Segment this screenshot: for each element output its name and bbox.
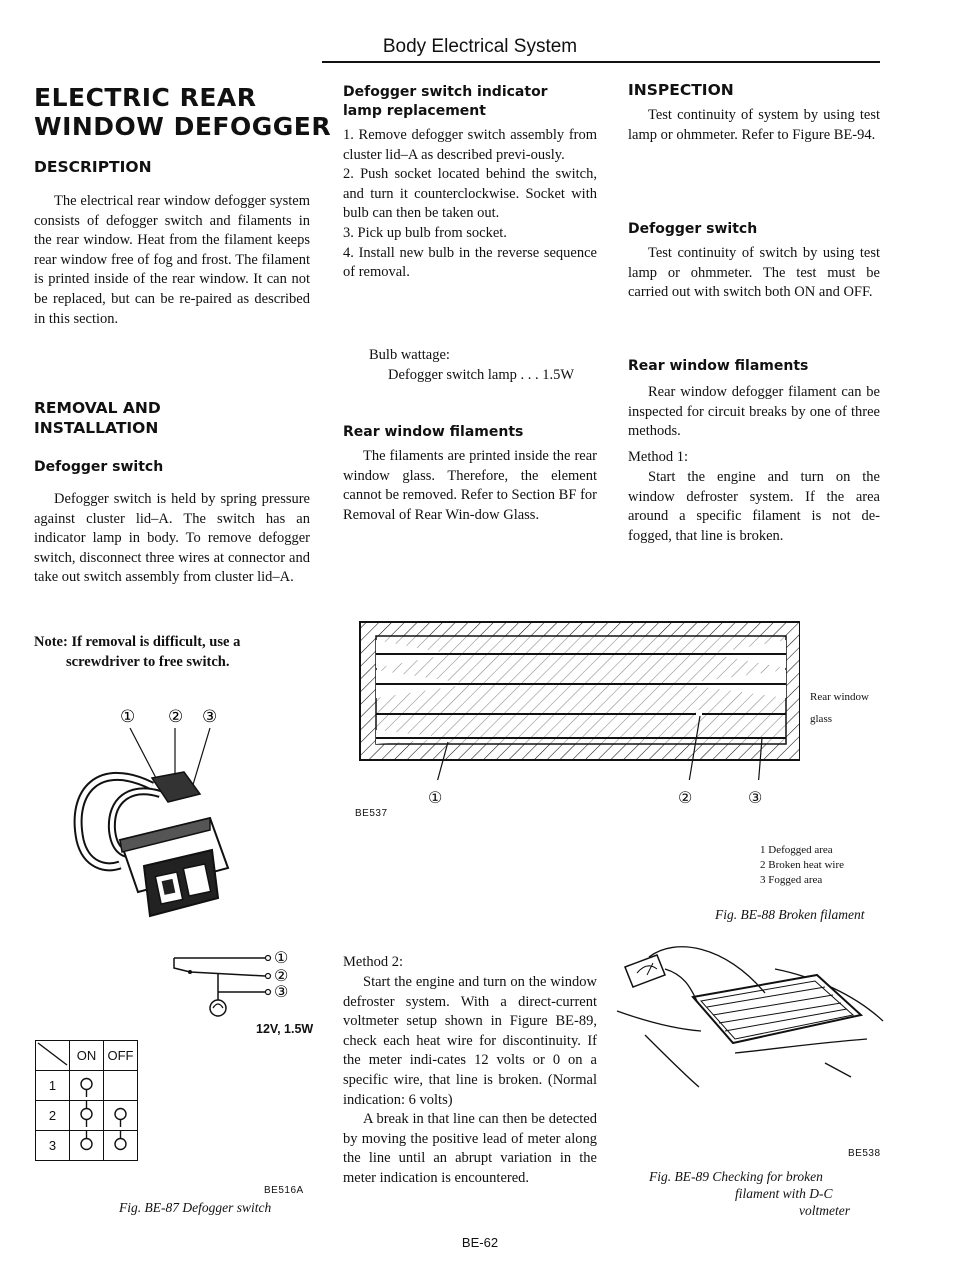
bulb-wattage-row: Defogger switch lamp . . . 1.5W [388, 367, 575, 383]
lamp-rating: 12V, 1.5W [256, 1022, 314, 1036]
callout-3: ③ [202, 707, 218, 727]
switch-test-text: Test continuity of switch by using test lamp or ohmmeter. The test must be carried out with switch both ON and OFF. [628, 245, 880, 301]
page-header-title: Body Electrical System [382, 36, 578, 57]
table-row-3-label: 3 [36, 1131, 70, 1161]
table-corner [36, 1041, 70, 1071]
fig87-code: BE516A [264, 1185, 304, 1196]
lamp-replacement-heading-line1: Defogger switch indicator [343, 84, 548, 100]
removal-heading-line1: REMOVAL AND [34, 399, 161, 417]
step-3: 3. Pick up bulb from socket. [343, 224, 507, 241]
defogger-switch-illustration [60, 690, 310, 920]
filament-test-heading: Rear window filaments [628, 358, 809, 374]
inspection-heading: INSPECTION [628, 81, 734, 99]
lamp-replacement-heading-line2: lamp replacement [343, 103, 486, 119]
removal-note: Note: If removal is difficult, use a screwdriver to free switch. [34, 634, 241, 670]
step-1: 1. Remove defogger switch assembly from cluster lid–A as described previ-ously. [343, 127, 597, 163]
section-title-line2: WINDOW DEFOGGER [34, 112, 332, 141]
description-text: The electrical rear window defogger system consists of defogger switch and filaments in the rear window. Heat from the filament keeps rear window free of fog and frost. The filament is printed inside of the rear window. It can not be replaced, but can be re-paired as described in this section. [34, 193, 310, 327]
bulb-item: Defogger switch lamp [388, 367, 517, 383]
fig87-caption: Fig. BE-87 Defogger switch [119, 1200, 272, 1215]
fig88-callout-2: ② [678, 790, 693, 807]
continuity-symbol [104, 1131, 137, 1157]
callout-2: ② [168, 707, 184, 727]
table-cell-2-on [70, 1101, 104, 1131]
voltmeter-check-illustration [615, 945, 895, 1095]
table-header-on: ON [70, 1041, 104, 1071]
method1-heading: Method 1: [628, 449, 689, 465]
schematic-callout-1: ① [274, 948, 289, 967]
rear-filaments-heading: Rear window filaments [343, 424, 524, 440]
table-cell-3-off [104, 1131, 138, 1161]
fig88-caption: Fig. BE-88 Broken filament [715, 907, 865, 922]
fig89-caption [649, 1168, 850, 1219]
fig88-callout-1: ① [428, 790, 443, 807]
method2-text: Start the engine and turn on the window defroster system. With a direct-current voltmeter setup shown in Figure BE-89, check each heat wire for discontinuity. If the meter indi-cates 12 volts or 0 on a specific wire, that line is broken. (Normal indication: 6 volts) A break in that line can then be detected by moving the positive lead of meter along the line until an abrupt variation in the meter indication is encountered. [343, 974, 597, 1186]
section-title-line1: ELECTRIC REAR [34, 83, 257, 112]
switch-heading: Defogger switch [34, 459, 164, 475]
header-rule [322, 61, 880, 63]
legend-item: 3 Fogged area [760, 874, 823, 886]
table-cell-1-off [104, 1071, 138, 1101]
description-heading: DESCRIPTION [34, 158, 152, 176]
table-cell-2-off [104, 1101, 138, 1131]
broken-filament-illustration [340, 610, 800, 780]
step-4: 4. Install new bulb in the reverse sequence of removal. [343, 244, 597, 281]
fig89-caption-line3: voltmeter [799, 1203, 850, 1218]
step-2: 2. Push socket located behind the switch, and turn it counterclockwise. Socket with bulb can then be taken out. [343, 166, 597, 222]
table-header-off: OFF [104, 1041, 138, 1071]
fig89-caption-line1: Fig. BE-89 Checking for broken [649, 1169, 823, 1184]
switch-removal-text: Defogger switch is held by spring pressure against cluster lid–A. The switch has an indicator lamp in body. To remove defogger switch, disconnect three wires at connector and take out switch assembly from cluster lid–A. [34, 491, 310, 586]
method2-heading: Method 2: [343, 954, 404, 970]
removal-heading-line2: INSTALLATION [34, 419, 159, 437]
fig88-code: BE537 [355, 808, 388, 819]
table-cell-1-on [70, 1071, 104, 1101]
page-number: BE-62 [461, 1235, 499, 1250]
switch-test-heading: Defogger switch [628, 221, 758, 237]
continuity-symbol [70, 1101, 103, 1127]
legend-item: 2 Broken heat wire [760, 859, 844, 871]
legend-item: 1 Defogged area [760, 844, 833, 856]
inspection-text: Test continuity of system by using test lamp or ohmmeter. Refer to Figure BE-94. [628, 107, 880, 143]
continuity-symbol [70, 1071, 103, 1097]
glass-label-line2: glass [810, 713, 832, 725]
fig88-callout-3: ③ [748, 790, 763, 807]
continuity-symbol [70, 1131, 103, 1157]
callout-1: ① [120, 707, 136, 727]
method1-text: Start the engine and turn on the window defroster system. If the area around a specific filament is not de-fogged, that line is broken. [628, 469, 880, 544]
bulb-wattage-label: Bulb wattage: [369, 347, 450, 363]
table-row-2-label: 2 [36, 1101, 70, 1131]
rear-filaments-text: The filaments are printed inside the rear window glass. Therefore, the element cannot be removed. Refer to Section BF for Removal of Rear Win-dow Glass. [343, 448, 597, 523]
fig89-code: BE538 [848, 1148, 881, 1159]
schematic-callout-3: ③ [274, 982, 289, 1001]
filament-test-text: Rear window defogger filament can be inspected for circuit breaks by one of three methods. [628, 384, 880, 440]
bulb-value: 1.5W [542, 367, 575, 383]
continuity-symbol [104, 1101, 137, 1127]
corner-diagonal [36, 1041, 69, 1067]
glass-label-line1: Rear window [810, 691, 869, 703]
table-row-1-label: 1 [36, 1071, 70, 1101]
schematic-callout-2: ② [274, 966, 289, 985]
fig88-legend [760, 843, 844, 888]
table-cell-3-on [70, 1131, 104, 1161]
fig89-caption-line2: filament with D-C [735, 1186, 833, 1201]
lamp-replacement-steps [343, 126, 597, 283]
continuity-table [35, 1040, 138, 1161]
